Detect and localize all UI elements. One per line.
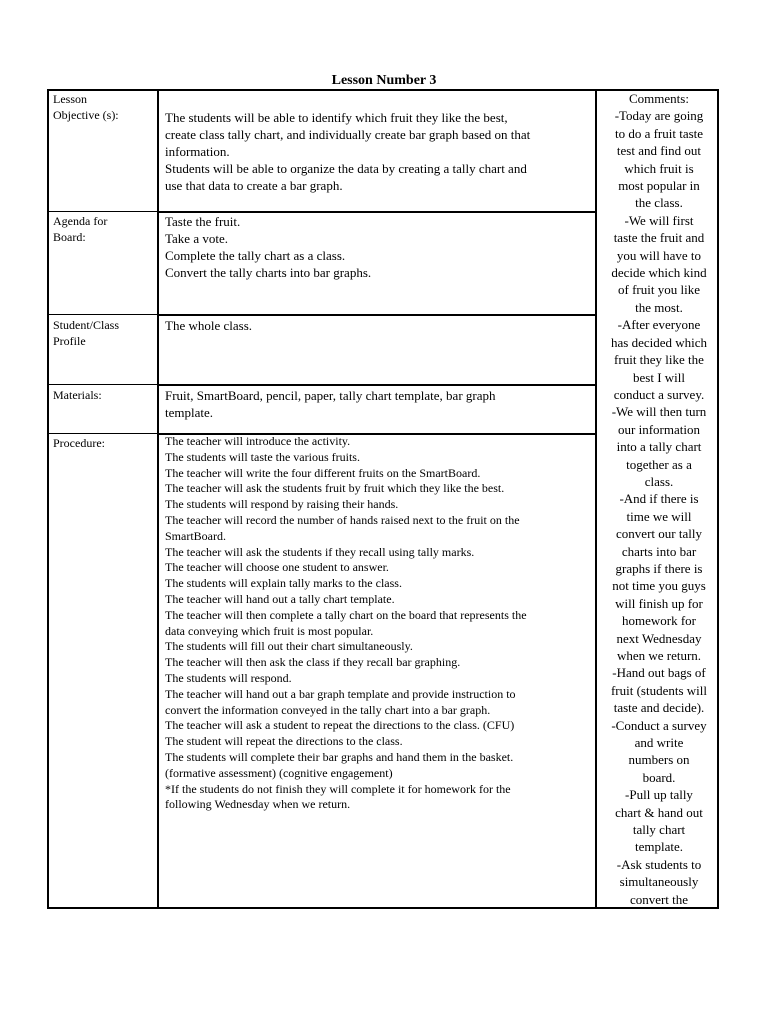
procedure-line: (formative assessment) (cognitive engagement) [165, 765, 393, 780]
procedure-line: *If the students do not finish they will complete it for homework for the [165, 781, 511, 796]
procedure-line: The students will taste the various fruits. [165, 449, 360, 464]
procedure-line: The teacher will hand out a bar graph template and provide instruction to [165, 686, 516, 701]
label-agenda: Agenda for Board: [53, 214, 108, 244]
procedure-line: The students will respond by raising their hands. [165, 497, 399, 512]
procedure-line: The teacher will ask the students fruit by fruit which they like the best. [165, 481, 505, 496]
procedure-line: The teacher will choose one student to answer. [165, 560, 389, 575]
comments-text: Comments: -Today are going to do a fruit taste test and find out which fruit is most popular in the class. -We will first taste the fruit and you will have to decide which kind of fruit you like the most. -After everyone has decided which fruit they like the best I will conduct a survey. -We will then turn our information into a tally chart together as a class. -And if there is time we will convert our tally charts into bar graphs if there is not time you guys will finish up for homework for next Wednesday when we return. -Hand out bags of fruit (students will taste and decide). -Conduct a survey and write numbers on board. -Pull up tally chart & hand out tally chart template. -Ask students to simultaneously convert the [610, 91, 708, 907]
label-student-profile: Student/Class Profile [53, 318, 120, 348]
materials-text: Fruit, SmartBoard, pencil, paper, tally chart template, bar graph template. [165, 388, 496, 420]
label-divider-materials [47, 433, 159, 434]
objective-text: The students will be able to identify which fruit they like the best, create class tally chart, and individually create bar graph based on that information. Students will be able to organize the data by creating a tally chart and use that data to create a bar graph. [165, 110, 531, 193]
procedure-line: The students will respond. [165, 670, 292, 685]
procedure-line: The students will explain tally marks to the class. [165, 576, 402, 591]
label-procedure: Procedure: [53, 436, 105, 450]
procedure-line: The teacher will then complete a tally chart on the board that represents the [165, 607, 527, 622]
procedure-list [165, 434, 591, 813]
procedure-line: The students will complete their bar graphs and hand them in the basket. [165, 749, 514, 764]
label-lesson-objective: Lesson Objective (s): [53, 92, 119, 122]
procedure-line: data conveying which fruit is most popular. [165, 623, 374, 638]
procedure-line: The teacher will introduce the activity. [165, 434, 351, 448]
label-divider-objective [47, 211, 159, 212]
procedure-line: The teacher will hand out a tally chart template. [165, 591, 395, 606]
procedure-line: The students will fill out their chart simultaneously. [165, 639, 413, 654]
profile-text: The whole class. [165, 318, 253, 333]
row-divider-agenda [157, 314, 597, 316]
agenda-text: Taste the fruit. Take a vote. Complete the tally chart as a class. Convert the tally charts into bar graphs. [165, 214, 372, 280]
procedure-line: The teacher will ask a student to repeat the directions to the class. (CFU) [165, 718, 515, 733]
procedure-line: The teacher will then ask the class if they recall bar graphing. [165, 655, 461, 670]
procedure-line: following Wednesday when we return. [165, 797, 351, 812]
label-materials: Materials: [53, 388, 102, 402]
procedure-line: The teacher will record the number of hands raised next to the fruit on the [165, 512, 520, 527]
procedure-line: The teacher will write the four different fruits on the SmartBoard. [165, 465, 481, 480]
label-divider-agenda [47, 314, 159, 315]
page-title: Lesson Number 3 [331, 73, 437, 88]
procedure-line: The student will repeat the directions to the class. [165, 734, 403, 749]
procedure-line: The teacher will ask the students if they recall using tally marks. [165, 544, 475, 559]
procedure-line: convert the information conveyed in the tally chart into a bar graph. [165, 702, 491, 717]
procedure-line: SmartBoard. [165, 528, 226, 543]
label-divider-profile [47, 384, 159, 385]
row-divider-profile [157, 384, 597, 386]
